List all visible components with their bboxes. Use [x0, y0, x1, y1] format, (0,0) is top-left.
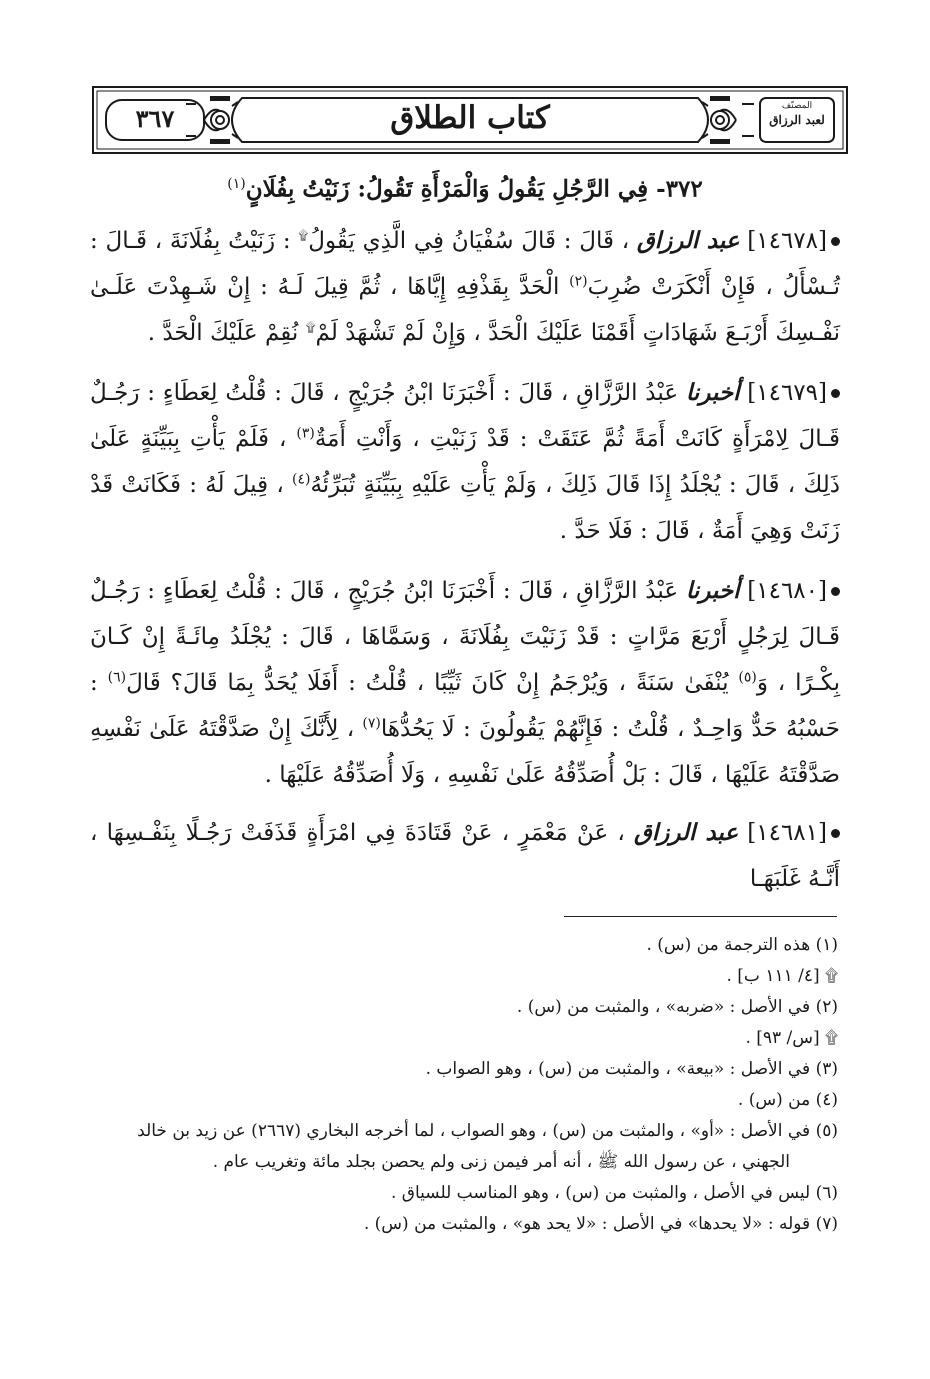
header-title: كتاب الطلاق — [390, 100, 550, 136]
hadith-text: ، قَالَ : قَالَ سُفْيَانُ فِي الَّذِي يَقُولُ — [308, 227, 630, 254]
footnote-ref[interactable]: (١) — [227, 176, 246, 192]
footnote-ref[interactable]: (٢) — [569, 273, 588, 289]
narrator-name: أخبرنا — [685, 576, 740, 604]
narrator-name: عبد الرزاق — [636, 226, 740, 254]
hadith-number: [١٤٦٧٩] — [747, 379, 828, 406]
manuscript-mark-icon: ۩ — [305, 320, 316, 335]
footnote-ref[interactable]: (٥) — [738, 669, 757, 685]
footnote: (٧) قوله : «لا يحدها» في الأصل : «لا يحد هو» ، والمثبت من (س) . — [363, 1214, 838, 1234]
footnote: (٦) ليس في الأصل ، والمثبت من (س) ، وهو المناسب للسياق . — [390, 1183, 838, 1203]
main-text — [90, 162, 840, 902]
logo-line-1: المصنّف — [781, 101, 813, 111]
bullet-icon — [831, 237, 840, 246]
hadith-text: : حَسْبُهُ حَدٌّ وَاحِـدٌ ، قُلْتُ : فَإِنَّهُمْ يَقُولُونَ : لَا يَحُدُّهَا — [90, 669, 840, 742]
footnote-ref[interactable]: (٧) — [362, 715, 381, 731]
bullet-icon — [831, 829, 840, 838]
bullet-icon — [831, 587, 840, 596]
hadith-text: ، لِأَنَّكَ إِنْ صَدَّقْتَهُ عَلَىٰ نَفْسِهِ صَدَّقْتَهُ عَلَيْهَا ، قَالَ : بَلْ أُصَدِّقُهُ عَلَىٰ نَفْسِهِ ، وَلَا أُصَدِّقُهُ عَلَيْهَا . — [90, 715, 840, 788]
footnote: (٣) في الأصل : «بيعة» ، والمثبت من (س) ، وهو الصواب . — [425, 1059, 838, 1079]
hadith-paragraph — [90, 218, 840, 356]
hadith-text: عَبْدُ الرَّزَّاقِ ، قَالَ : أَخْبَرَنَا ابْنُ جُرَيْجٍ ، قَالَ : قُلْتُ لِعَطَاءٍ : رَجُـلٌ قَـالَ لِامْرَأَةٍ كَانَتْ أَمَةً ثُمَّ عَتَقَتْ : قَدْ زَنَيْتِ ، وَأَنْتِ أَمَةٌ — [90, 379, 840, 452]
hadith-text: عَبْدُ الرَّزَّاقِ ، قَالَ : أَخْبَرَنَا ابْنُ جُرَيْجٍ ، قَالَ : قُلْتُ لِعَطَاءٍ : رَجُـلٌ قَـالَ لِرَجُلٍ أَرْبَعَ مَرَّاتٍ : قَدْ زَنَيْتَ بِفُلَانَةَ ، وَسَمَّاهَا ، قَالَ : يُجْلَدُ مِائَـةً إِنْ كَـانَ بِكْـرًا ، وَ — [90, 577, 840, 696]
hadith-number: [١٤٦٧٨] — [747, 227, 827, 254]
bullet-icon — [831, 389, 840, 398]
hadith-text: ، عَنْ مَعْمَرٍ ، عَنْ قَتَادَةَ فِي امْرَأَةٍ قَذَفَتْ رَجُـلًا بِنَفْـسِهَا ، أَنَّـهُ غَلَبَهَـا — [90, 819, 840, 892]
narrator-name: عبد الرزاق — [634, 818, 739, 846]
hadith-paragraph — [90, 568, 840, 798]
footnote-ref[interactable]: (٣) — [296, 425, 315, 441]
footnotes — [90, 930, 838, 1240]
hadith-text: يُنْفَىٰ سَنَةً ، وَيُرْجَمُ إِنْ كَانَ ثَيِّبًا ، قُلْتُ : أَفَلَا يُحَدُّ بِمَا قَالَ؟ قَالَ — [126, 669, 729, 696]
footnote-ref[interactable]: (٦) — [107, 669, 127, 685]
footnote-continuation: الجهني ، عن رسول الله ﷺ ، أنه أمر فيمن زنى ولم يحصن بجلد مائة وتغريب عام . — [212, 1152, 790, 1172]
footnote: (٥) في الأصل : «أو» ، والمثبت من (س) ، وهو الصواب ، لما أخرجه البخاري (٢٦٦٧) عن زيد بن خالد — [137, 1121, 838, 1141]
hadith-number: [١٤٦٨٠] — [747, 577, 828, 604]
footnote-divider — [564, 916, 837, 917]
hadith-text: الْحَدَّ بِقَذْفِهِ إِيَّاهَا ، ثُمَّ قِيلَ لَـهُ : إِنْ شَـهِدْتَ عَلَـىٰ نَفْـسِكَ أَرْبَـعَ شَهَادَاتٍ أَقَمْنَا عَلَيْكَ الْحَدَّ ، وَإِنْ لَمْ تَشْهَدْ لَمْ — [90, 273, 840, 346]
hadith-text: ، قِيلَ لَهُ : فَكَانَتْ قَدْ زَنَتْ وَهِيَ أَمَةٌ ، قَالَ : فَلَا حَدَّ . — [90, 471, 840, 544]
narrator-name: أخبرنا — [685, 378, 740, 406]
hadith-text: نُقِمْ عَلَيْكَ الْحَدَّ . — [147, 319, 299, 346]
footnote: (١) هذه الترجمة من (س) . — [646, 935, 838, 955]
page-header — [92, 86, 848, 154]
hadith-number: [١٤٦٨١] — [747, 819, 828, 846]
manuscript-mark-icon: ۩ — [298, 228, 309, 243]
chapter-title: ٣٧٢- فِي الرَّجُلِ يَقُولُ وَالْمَرْأَةِ تَقُولُ: زَنَيْتُ بِفُلَانٍ — [245, 175, 703, 203]
hadith-text: : زَنَيْتُ بِفُلَانَةَ ، قَـالَ : تُـسْأَلُ ، فَإِنْ أَنْكَرَتْ ضُرِبَ — [90, 227, 840, 300]
footnote: ۩ [س/ ٩٣] . — [745, 1028, 838, 1048]
footnote: ۩ [٤/ ١١١ ب] . — [726, 966, 838, 986]
logo-line-2: لعبد الرزاق — [769, 113, 825, 127]
page-number: ٣٦٧ — [135, 104, 175, 133]
footnote: (٢) في الأصل : «ضربه» ، والمثبت من (س) . — [516, 997, 838, 1017]
chapter-heading — [90, 162, 840, 212]
hadith-text: ، فَلَمْ يَأْتِ بِبَيِّنَةٍ عَلَىٰ ذَلِكَ ، قَالَ : يُجْلَدُ إِذَا قَالَ ذَلِكَ ، وَلَمْ يَأْتِ عَلَيْهِ بِبَيِّنَةٍ تُبَرِّئُهُ — [90, 425, 841, 498]
footnote-ref[interactable]: (٤) — [291, 471, 311, 487]
hadith-paragraph — [90, 810, 840, 902]
footnote: (٤) من (س) . — [737, 1090, 838, 1110]
book-logo — [760, 100, 834, 138]
hadith-paragraph — [90, 370, 840, 554]
